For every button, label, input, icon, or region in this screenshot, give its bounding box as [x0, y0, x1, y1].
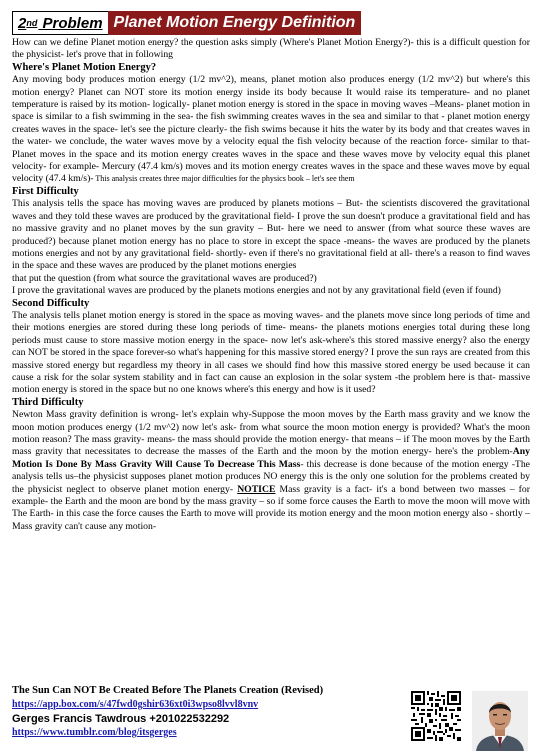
section-heading-second: Second Difficulty [12, 297, 90, 309]
second-paragraph: The analysis tells planet motion energy is stored in the space as moving waves- and the planets move since long periods of time and their motions energies are stored during these long periods of time- means- the planets motions energies total during these long periods must cause to store massive motion energy in the space- now let's ask-where's this stored massive energy? also the energy can NOT be stored in the space forever-so what's happening for this massive stored energy? I prove the sun rays are created from this massive stored energy but regardless my theory in all cases we should find how this massive stored energy be used because it can cause a risk for the solar system stability and in fact can cause an explosion in the solar system -the problem here is that- massive motion energy is stored in the space but no one knows where's this energy and how is it used? [12, 309, 530, 396]
problem-number [12, 11, 108, 35]
third-paragraph [12, 409, 530, 533]
article-body [12, 37, 530, 533]
footer-paper-title: The Sun Can NOT Be Created Before The Planets Creation (Revised) [12, 685, 324, 696]
problem-ordinal: 2 [18, 14, 27, 32]
box-link[interactable]: https://app.box.com/s/47fwd0gshir636xt0i3wpso8lvvl8vnv [12, 699, 259, 710]
problem-ordinal-suffix: nd [26, 18, 38, 28]
problem-header [12, 11, 361, 35]
section-heading-where: Where's Planet Motion Energy? [12, 61, 157, 73]
third-bold-statement: Any Motion Is Done By Mass Gravity Will Cause To Decrease This Mass [12, 446, 530, 470]
intro-paragraph: How can we define Planet motion energy? the question asks simply (Where's Planet Motion Energy?)- this is a difficult question for the physicist- let's prove that in following [12, 37, 530, 61]
section-heading-first: First Difficulty [12, 185, 79, 197]
where-paragraph [12, 74, 530, 186]
page-title: Planet Motion Energy Definition [108, 11, 362, 35]
first-paragraph-2: that put the question (from what source the gravitational waves are produced?) [12, 272, 317, 284]
where-small-note: This analysis creates three major difficulties for the physics book – let's see them [93, 174, 355, 184]
third-text-pre: Newton Mass gravity definition is wrong- let's explain why-Suppose the moon moves by the Earth mass gravity and we know the moon motion produces energy (1/2 mv^2) now let's ask- from what source the moon motion energy is provided? What's the moon motion reason? The mass gravity- means- the mass should provide the motion energy- that means – if The moon moves by the Earth mass gravity that necessitates to decrease the masses of the Earth and the moon by the motion energy- here's the problem- [12, 409, 530, 458]
first-paragraph-3: I prove the gravitational waves are produced by the planets motions energies and not by any gravitational field (even if found) [12, 285, 501, 297]
author-contact: Gerges Francis Tawdrous +201022532292 [12, 713, 230, 725]
first-paragraph-1: This analysis tells the space has moving waves are produced by planets motions – But- the scientists discovered the gravitational waves and they told these waves are produced by the gravitational field- I prove the sun doesn't produce a gravitational field and has no massive gravity and no planet moves by the sun gravity – But- here we need to answer (from what source these waves are produced?) because planet motion energy has no place to store in except the space -means- the waves are produced by the planets motions energies and not by any gravitational field- shortly- even if there's no gravitational field at all- there's a reason to find waves in the space and these waves are produced by the planet motions energies [12, 198, 530, 272]
qr-code-icon [411, 691, 461, 741]
where-text: Any moving body produces motion energy (1/2 mv^2), means, planet motion also produces energy (1/2 mv^2) but where's this motion energy? Planet can NOT store its motion energy inside its body because It would raise its temperature- and no planet temperature is raised by its motion- logically- planet motion energy is stored in the space in moving waves –Means- planet motion in space is similar to a fish swimming in the sea- the fish swimming creates waves in the sea and similar to that - planet motion energy creates waves in the space- let's see the picture clearly- the fish swims because it hits the water by its body and that creates waves in the water- we conclude, the water waves move by a velocity equal the fish velocity because of the reaction force- similar to that- Planet moves in the space and its motion energy creates waves in the space and these waves move by velocity equal this planet velocity- for example- Mercury (47.4 km/s) moves and its motion energy creates waves in the space and these waves move by equal velocity (47.4 km/s)- [12, 74, 530, 185]
tumblr-link[interactable]: https://www.tumblr.com/blog/itsgerges [12, 727, 177, 738]
problem-word: Problem [42, 14, 103, 32]
third-text-mid: - this decrease is done because of the motion energy -The analysis tells us–the physicist supposes planet motion produces NO energy this is the only one solution for the problems created by the physicist neglect to observe planet motion energy- [12, 458, 530, 495]
footer [12, 684, 402, 740]
notice-label: NOTICE [237, 483, 276, 495]
author-photo [472, 691, 528, 751]
section-heading-third: Third Difficulty [12, 396, 84, 408]
third-text-post: Mass gravity is a fact- it's a bond between two masses – for example- the Earth and the moon are bond by the mass gravity – so if some force causes the Earth to move the moon will move with The Earth- in this case the force causes the Earth to move will provide its motion energy and the moon motion energy also - shortly – Mass gravity can't cause any motion- [12, 483, 530, 532]
